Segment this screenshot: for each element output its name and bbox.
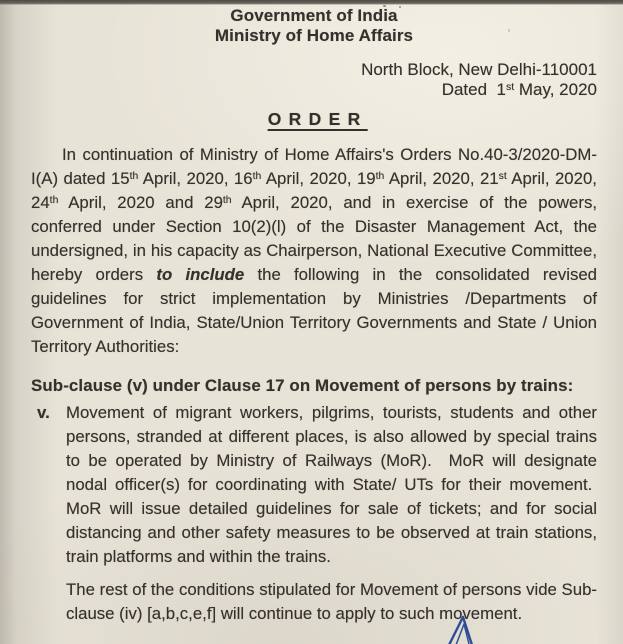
clause-v-marker: v. — [37, 403, 50, 422]
address-block — [31, 60, 597, 100]
clause-v-paragraph-1: Movement of migrant workers, pilgrims, tourists, students and other persons, stranded at different places, is also allowed by special trains to be operated by Ministry of Railways (MoR). MoR will designate nodal officer(s) for coordinating with State/ UTs for their movement. MoR will issue detailed guidelines for sale of tickets; and for social distancing and other safety measures to be observed at train stations, train platforms and within the trains. — [66, 403, 597, 566]
order-title: ORDER — [267, 109, 368, 129]
clause-v-paragraph-2: The rest of the conditions stipulated for Movement of persons vide Sub-clause (iv) [a,b,c,e,f] will continue to apply to such movement. — [66, 580, 597, 623]
order-title-row — [31, 109, 597, 130]
opening-paragraph: In continuation of Ministry of Home Affairs's Orders No.40-3/2020-DM-I(A) dated 15th April, 2020, 16th April, 2020, 19th April, 2020, 21st April, 2020, 24th April, 2020 and 29th April, 2020, and in exercise of the powers, conferred under Section 10(2)(l) of the Disaster Management Act, the undersigned, in his capacity as Chairperson, National Executive Committee, hereby orders to include the following in the consolidated revised guidelines for strict implementation by Ministries /Departments of Government of India, State/Union Territory Governments and State / Union Territory Authorities: — [31, 145, 598, 356]
header-ministry-of-home-affairs: Ministry of Home Affairs — [214, 26, 414, 45]
clause-v — [31, 401, 597, 626]
subclause-heading: Sub-clause (v) under Clause 17 on Movement of persons by trains: — [31, 376, 574, 395]
date-line: Dated 1st May, 2020 — [441, 80, 597, 99]
signature-pen-stroke — [446, 615, 482, 644]
document-header — [31, 6, 597, 46]
header-government-of-india: Government of India — [230, 6, 398, 25]
address-line: North Block, New Delhi-110001 — [361, 60, 597, 79]
clause-v-body — [66, 401, 597, 626]
